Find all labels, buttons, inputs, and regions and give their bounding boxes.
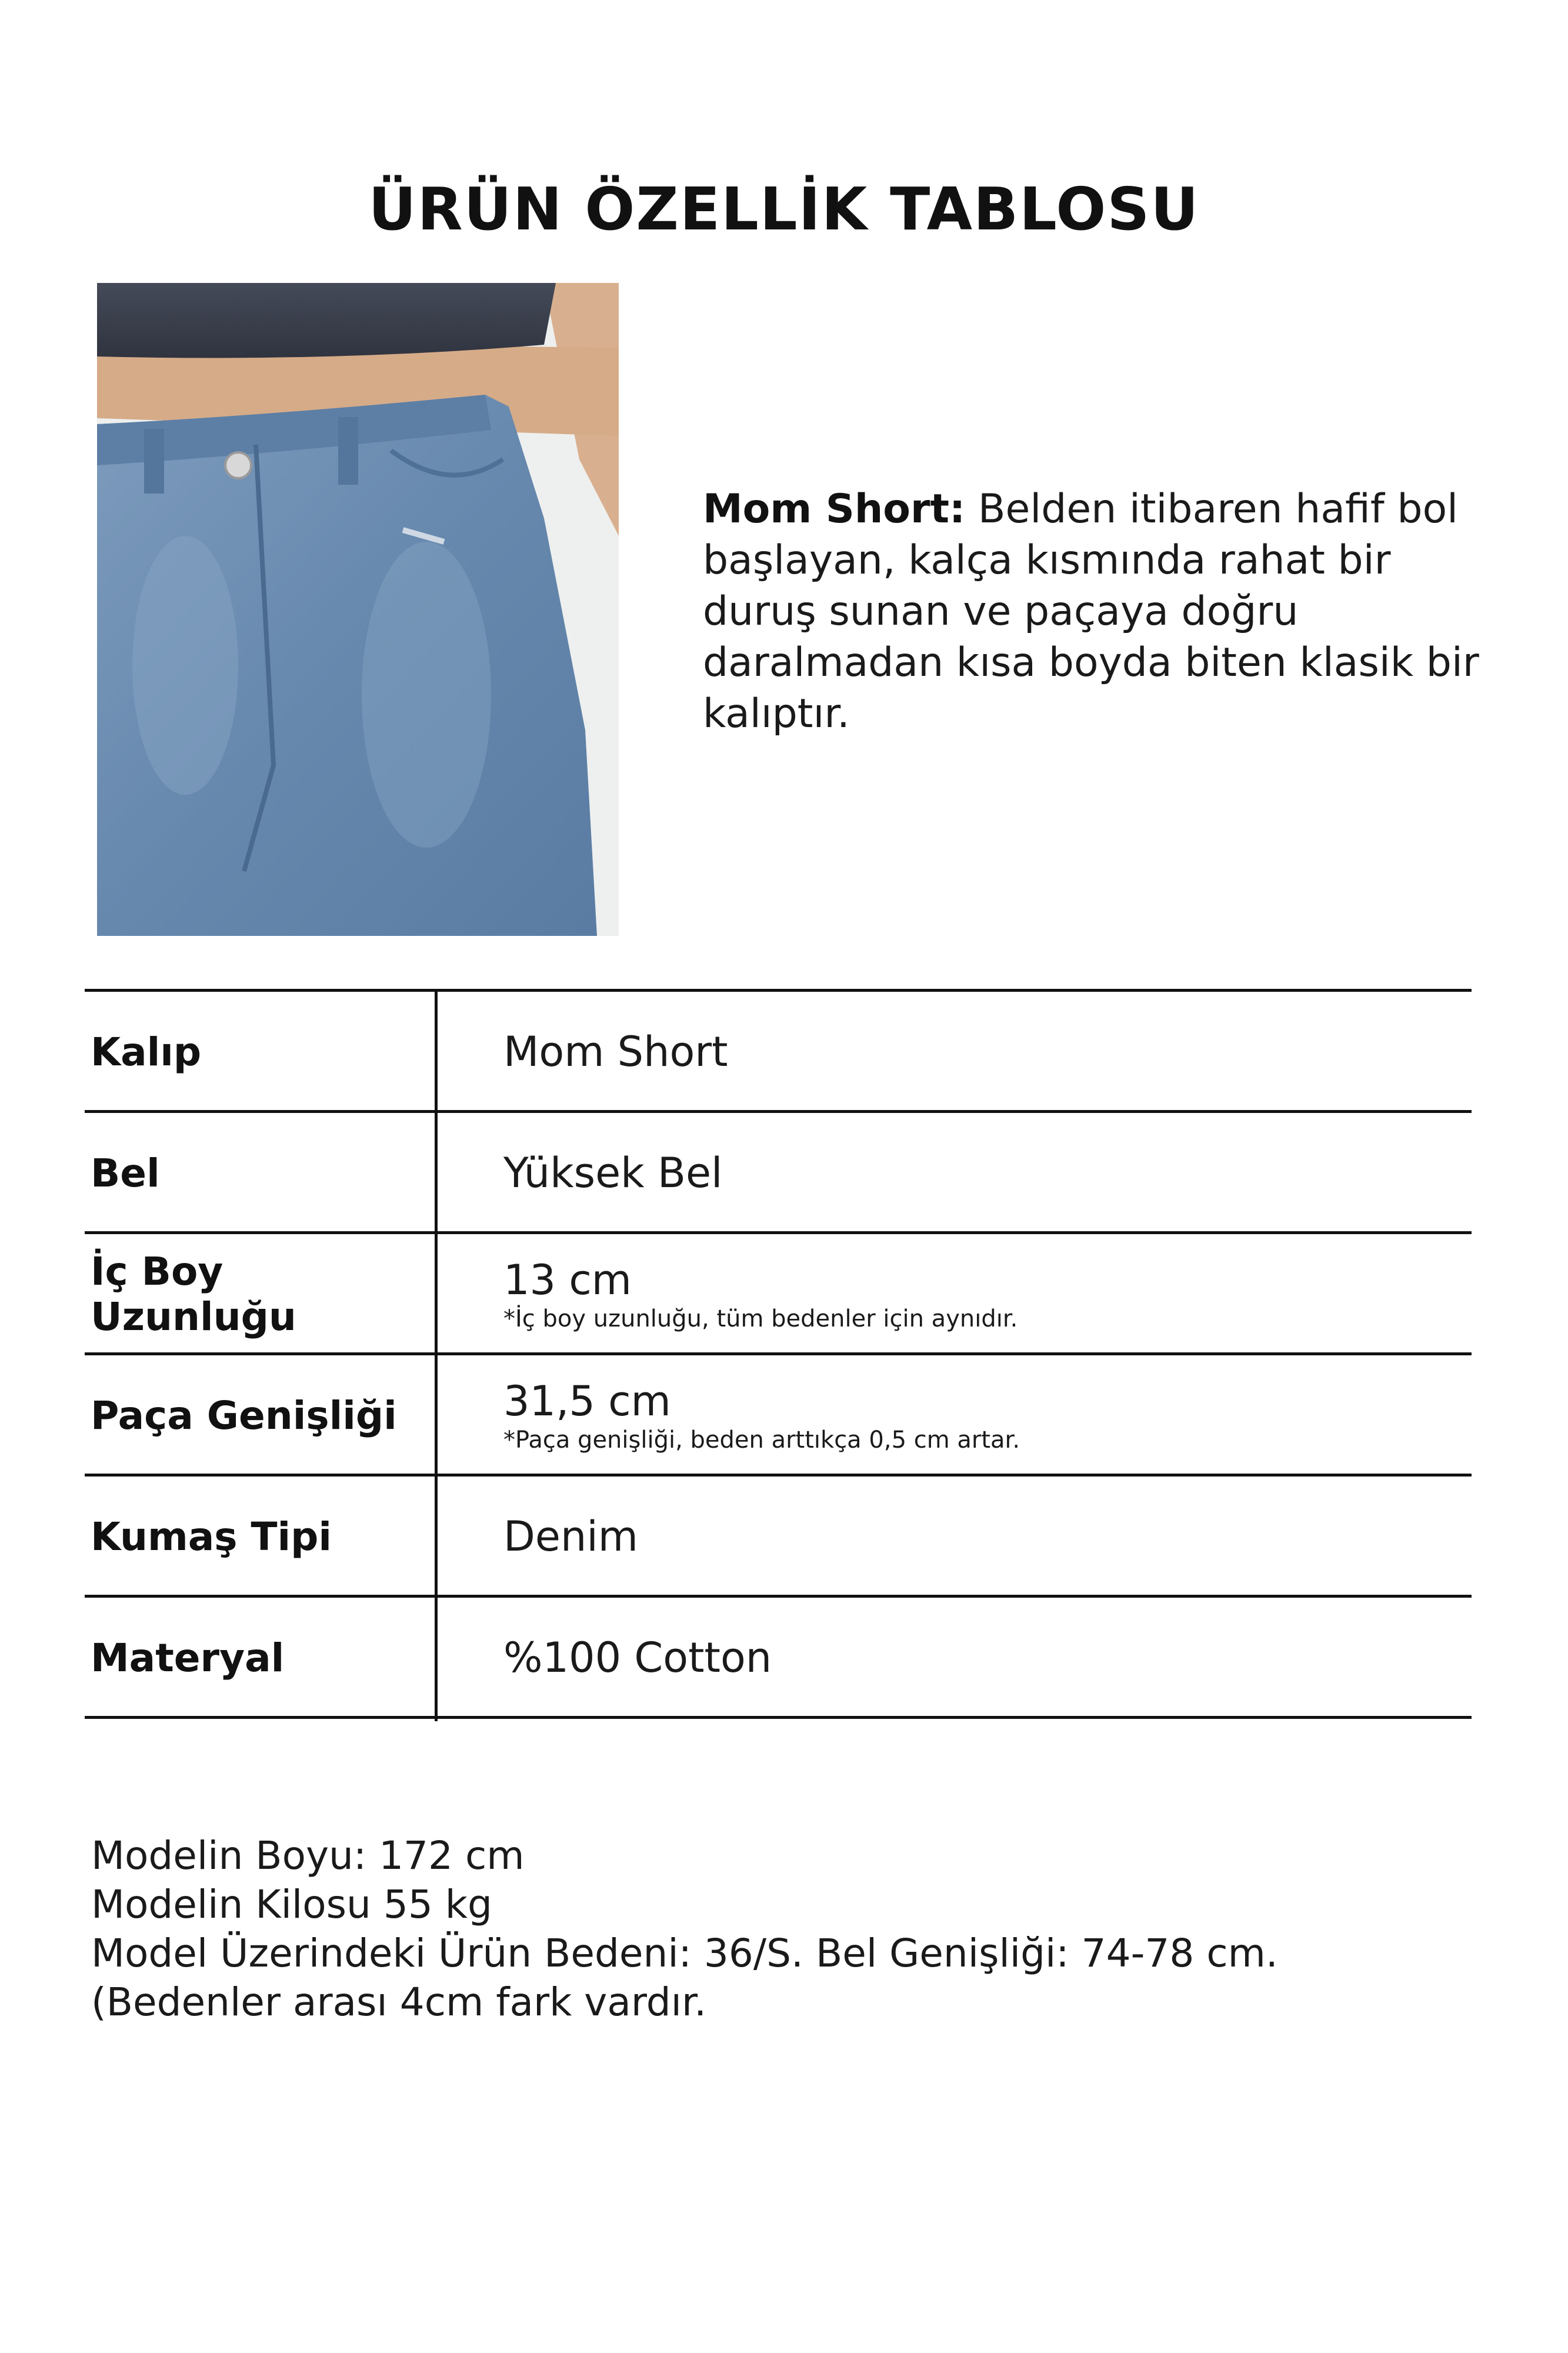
row-value-cell: [503, 1234, 1456, 1355]
product-description: [703, 484, 1485, 739]
table-row: [85, 1112, 1472, 1234]
model-info: [91, 1831, 1444, 2027]
description-text: Belden itibaren hafif bol başlayan, kalça kısmında rahat bir duruş sunan ve paçaya doğru daralmadan kısa boyda biten klasik bir kalıptır.: [703, 486, 1479, 737]
row-label: Kumaş Tipi: [91, 1514, 332, 1559]
table-row: [85, 1355, 1472, 1476]
description-term: Mom Short:: [703, 486, 966, 532]
row-value-cell: [503, 1476, 1456, 1597]
row-value-cell: [503, 1355, 1456, 1476]
row-value: Denim: [503, 1512, 638, 1561]
model-weight: Modelin Kilosu 55 kg: [91, 1882, 492, 1927]
row-value: %100 Cotton: [503, 1634, 772, 1682]
row-note: *Paça genişliği, beden arttıkça 0,5 cm artar.: [503, 1427, 1020, 1454]
table-row: [85, 1234, 1472, 1355]
page-title: ÜRÜN ÖZELLİK TABLOSU: [368, 175, 1200, 244]
row-value-cell: [503, 991, 1456, 1112]
row-value: 31,5 cm: [503, 1377, 671, 1425]
row-value-cell: [503, 1112, 1456, 1234]
row-value-cell: [503, 1597, 1456, 1718]
row-label: Materyal: [91, 1635, 285, 1681]
model-height: Modelin Boyu: 172 cm: [91, 1833, 525, 1878]
row-value: 13 cm: [503, 1256, 632, 1304]
row-label: İç Boy Uzunluğu: [91, 1249, 296, 1339]
table-row: [85, 1476, 1472, 1597]
row-label: Kalıp: [91, 1029, 202, 1075]
row-value: Yüksek Bel: [503, 1149, 723, 1197]
product-photo: [97, 283, 619, 936]
row-label: Paça Genişliği: [91, 1392, 397, 1438]
row-value: Mom Short: [503, 1028, 728, 1076]
row-label: Bel: [91, 1150, 160, 1196]
row-note: *İç boy uzunluğu, tüm bedenler için aynıdır.: [503, 1305, 1018, 1332]
model-size-note: Model Üzerindeki Ürün Bedeni: 36/S. Bel Genişliği: 74-78 cm. (Bedenler arası 4cm fark vardır.: [91, 1931, 1278, 2025]
table-row: [85, 1597, 1472, 1718]
table-row: [85, 991, 1472, 1112]
product-photo-denim-shorts-icon: [97, 283, 619, 936]
